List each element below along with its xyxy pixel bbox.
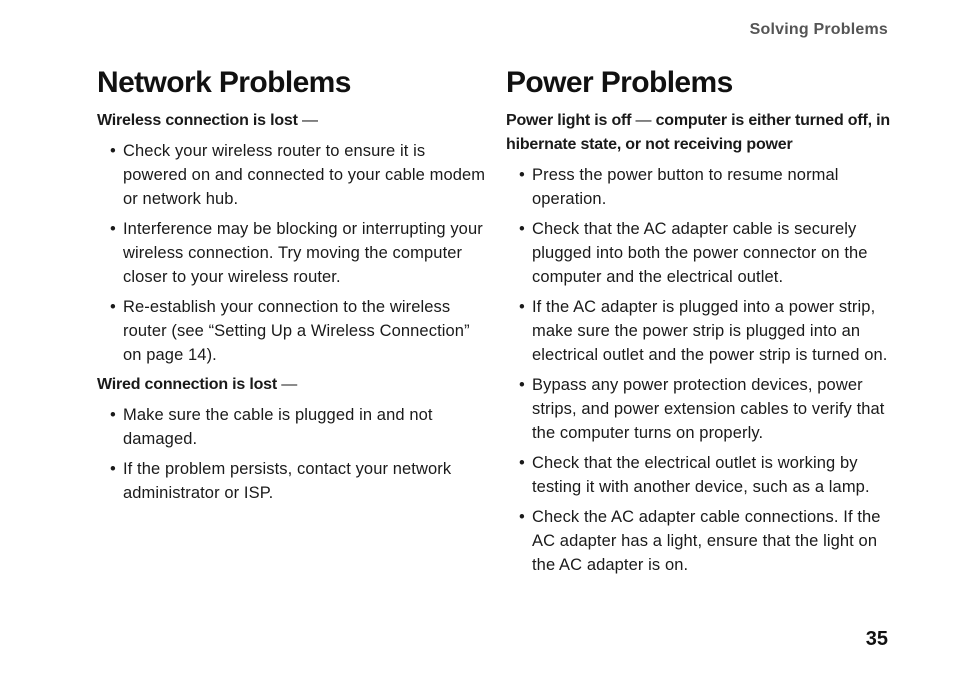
list-item-text: Interference may be blocking or interrupting your wireless connection. Try moving the computer closer to your wireless router. — [123, 220, 483, 286]
list-item-text: If the problem persists, contact your network administrator or ISP. — [123, 460, 452, 502]
network-problems-section — [97, 66, 487, 511]
em-dash: — — [281, 376, 298, 393]
power-light-off-description: computer is either turned off, in hibernate state, or not receiving power — [506, 112, 890, 153]
bullet-icon: • — [519, 376, 525, 394]
network-problems-heading: Network Problems — [97, 66, 351, 99]
list-item — [97, 217, 487, 289]
list-item — [506, 451, 898, 499]
power-light-off-label: Power light is off — [506, 112, 632, 129]
bullet-icon: • — [110, 406, 116, 424]
list-item — [97, 403, 487, 451]
list-item-text: Press the power button to resume normal operation. — [532, 166, 839, 208]
wired-steps-list — [97, 403, 487, 505]
list-item — [506, 217, 898, 289]
bullet-icon: • — [519, 166, 525, 184]
power-light-off-subheading — [506, 109, 898, 157]
list-item-text: Bypass any power protection devices, power strips, and power extension cables to verify that the computer turns on properly. — [532, 376, 885, 442]
bullet-icon: • — [519, 298, 525, 316]
list-item-text: Check that the electrical outlet is working by testing it with another device, such as a lamp. — [532, 454, 870, 496]
power-problems-heading: Power Problems — [506, 66, 733, 99]
em-dash: — — [635, 112, 652, 129]
wired-connection-subheading — [97, 373, 487, 397]
bullet-icon: • — [519, 508, 525, 526]
list-item-text: Check your wireless router to ensure it is powered on and connected to your cable modem or network hub. — [123, 142, 486, 208]
list-item — [506, 295, 898, 367]
list-item-text: Re-establish your connection to the wireless router (see “Setting Up a Wireless Connection” on page 14). — [123, 298, 470, 364]
wired-connection-label: Wired connection is lost — [97, 376, 277, 393]
bullet-icon: • — [110, 142, 116, 160]
running-header: Solving Problems — [749, 21, 888, 38]
list-item — [97, 295, 487, 367]
list-item-text: Make sure the cable is plugged in and not damaged. — [123, 406, 433, 448]
list-item — [506, 163, 898, 211]
bullet-icon: • — [519, 220, 525, 238]
list-item — [97, 139, 487, 211]
list-item — [506, 505, 898, 577]
bullet-icon: • — [110, 220, 116, 238]
list-item — [97, 457, 487, 505]
bullet-icon: • — [110, 298, 116, 316]
list-item-text: If the AC adapter is plugged into a power strip, make sure the power strip is plugged into an electrical outlet and the power strip is turned on. — [532, 298, 888, 364]
power-problems-section — [506, 66, 898, 583]
wireless-connection-subheading — [97, 109, 487, 133]
bullet-icon: • — [519, 454, 525, 472]
bullet-icon: • — [110, 460, 116, 478]
list-item-text: Check that the AC adapter cable is securely plugged into both the power connector on the computer and the electrical outlet. — [532, 220, 868, 286]
em-dash: — — [301, 112, 318, 129]
page-number: 35 — [865, 628, 888, 650]
list-item — [506, 373, 898, 445]
wireless-connection-label: Wireless connection is lost — [97, 112, 298, 129]
wireless-steps-list — [97, 139, 487, 367]
power-steps-list — [506, 163, 898, 577]
list-item-text: Check the AC adapter cable connections. If the AC adapter has a light, ensure that the light on the AC adapter is on. — [532, 508, 881, 574]
